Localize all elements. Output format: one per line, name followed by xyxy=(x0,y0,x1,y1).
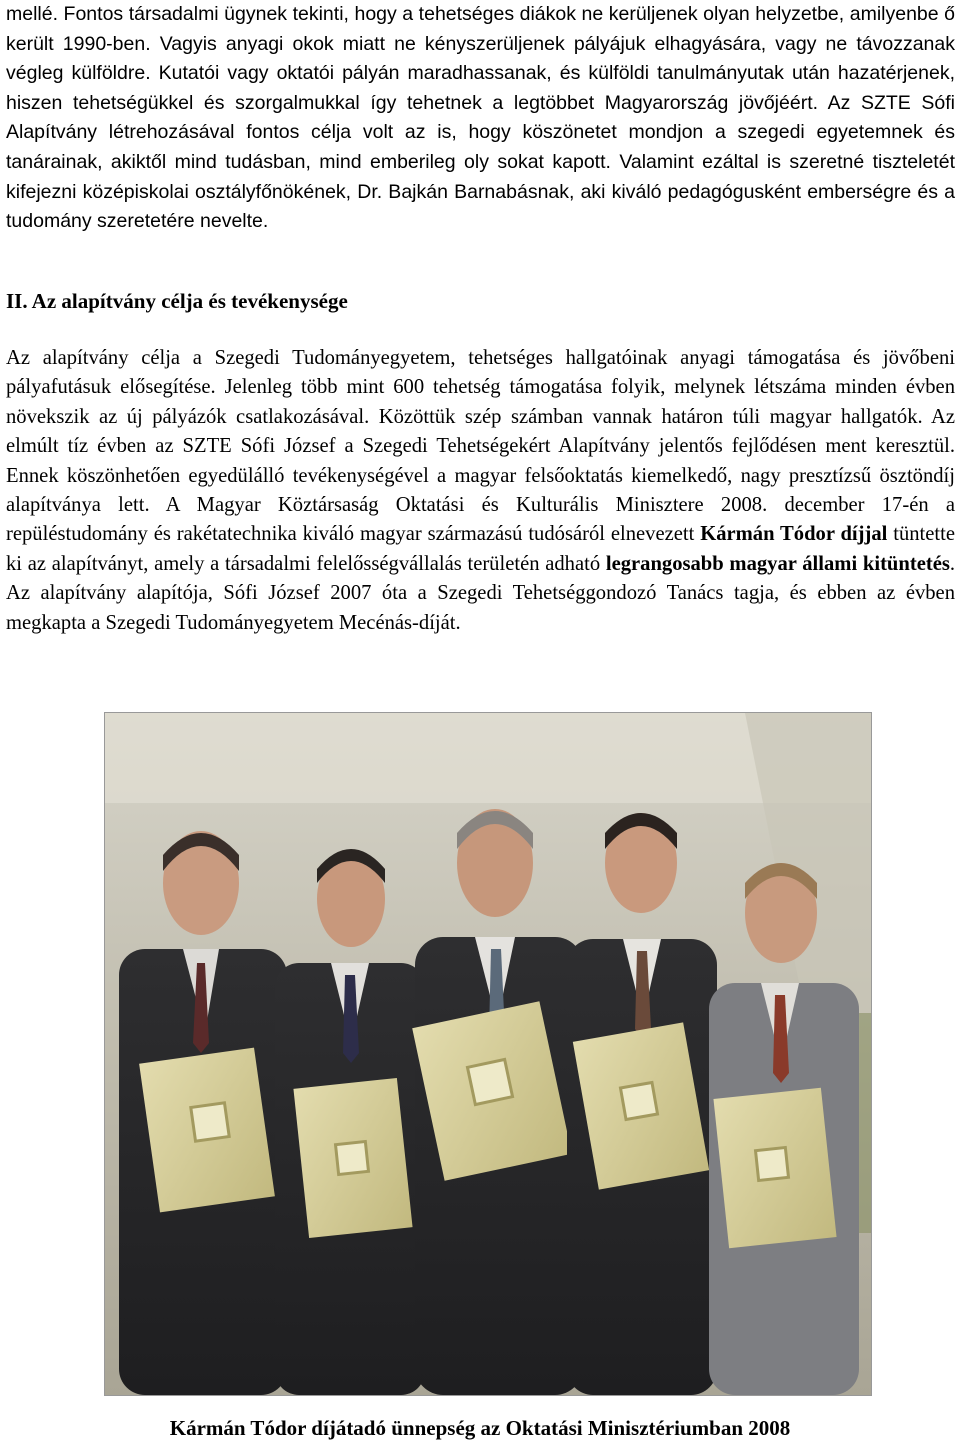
section-heading: II. Az alapítvány célja és tevékenysége xyxy=(6,289,348,313)
paragraph-text: tüntette ki az alapítványt, amely a társadalmi felelősségvállalás területén adható xyxy=(6,523,955,575)
award-rank: legrangosabb magyar állami kitüntetés xyxy=(605,552,950,575)
award-name: Kármán Tódor díjjal xyxy=(700,523,888,546)
photo-caption: Kármán Tódor díjátadó ünnepség az Oktatási Minisztériumban 2008 xyxy=(169,1416,791,1440)
paragraph-text: Az alapítvány célja a Szegedi Tudományegyetem, tehetséges hallgatóinak anyagi támogatása és jövőbeni pályafutásuk elősegítése. Jelenleg több mint 600 tehetség támogatása folyik, melynek létszáma minden évben növekszik az új pályázók csatlakozásával. Közöttük szép számban vannak határon túli magyar hallgatók. Az elmúlt tíz évben az SZTE Sófi József a Szegedi Tehetségekért Alapítvány jelentős fejlődésen ment keresztül. Ennek köszönhetően egyedülálló tevékenységével a magyar felsőoktatás kiemelkedő, nagy presztízsű ösztöndíj alapítványa lett. A Magyar Köztársaság Oktatási és Kulturális Minisztere 2008. december 17-én a repüléstudomány és rakétatechnika kiváló magyar származású tudósáról elnevezett xyxy=(6,347,955,546)
intro-paragraph: mellé. Fontos társadalmi ügynek tekinti, hogy a tehetséges diákok ne kerüljenek olyan helyzetbe, amilyenbe ő került 1990-ben. Vagyis anyagi okok miatt ne kényszerüljenek pályájuk elhagyására, vagy ne távozzanak végleg külföldre. Kutatói vagy oktatói pályán maradhassanak, és külföldi tanulmányutak után hazatérjenek, hiszen tehetségükkel és szorgalmukkal így tehetnek a legtöbbet Magyarország jövőjéért. Az SZTE Sófi Alapítvány létrehozásával fontos célja volt az is, hogy köszönetet mondjon a szegedi egyetemnek és tanárainak, akiktől mind tudásban, mind emberileg oly sokat kapott. Valamint ezáltal is szeretné tiszteletét kifejezni középiskolai osztályfőnökének, Dr. Bajkán Barnabásnak, aki kiváló pedagógusként emberségre és a tudomány szeretetére nevelte. xyxy=(6,3,955,233)
paragraph-text: . Az alapítvány alapítója, Sófi József 2007 óta a Szegedi Tehetséggondozó Tanács tagja, és ebben az évben megkapta a Szegedi Tudományegyetem Mecénás-díját. xyxy=(6,552,955,634)
foundation-paragraph xyxy=(6,344,955,638)
ceremony-photo xyxy=(104,712,872,1396)
